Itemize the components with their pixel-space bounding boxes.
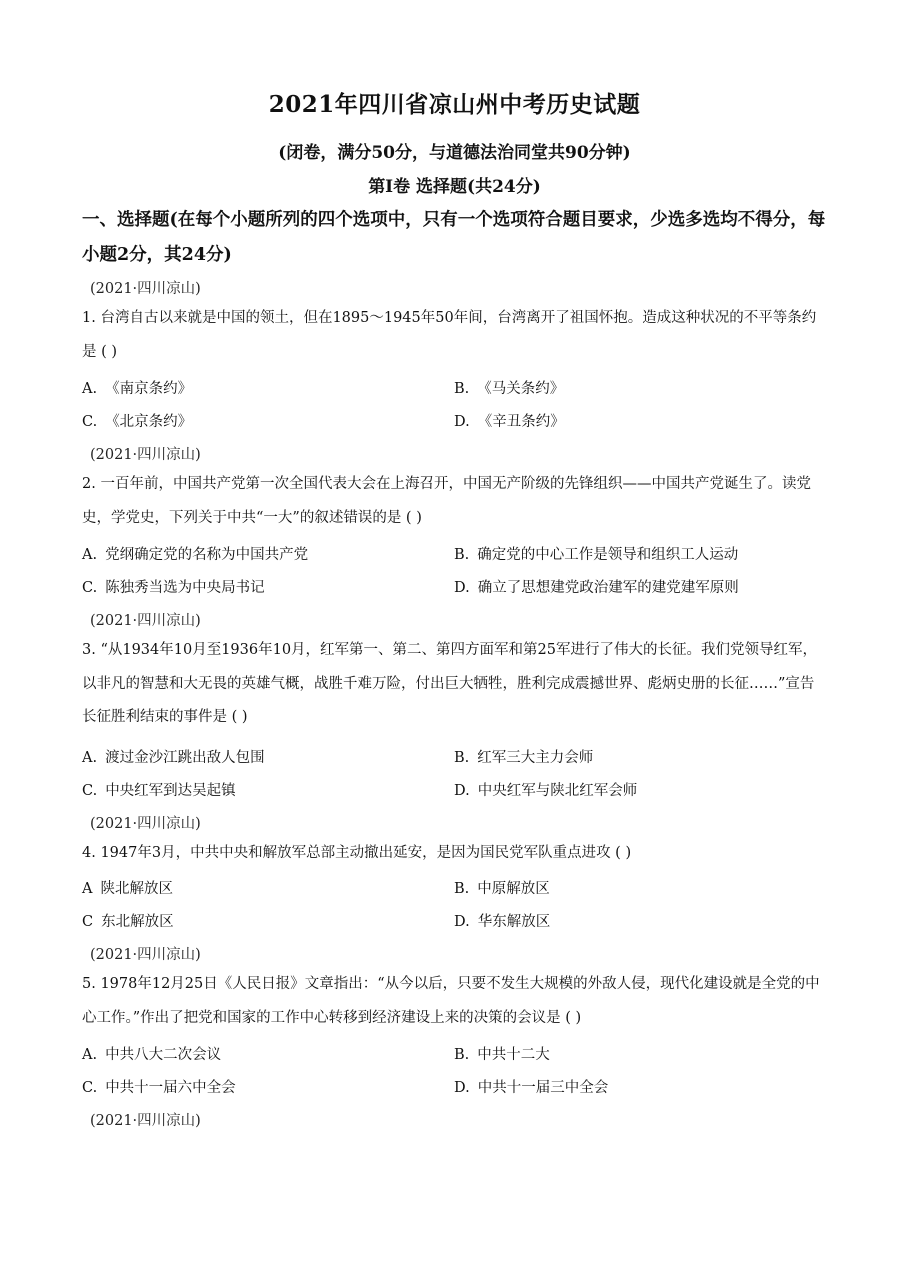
option-letter: D. <box>454 914 470 930</box>
part-heading: 第Ⅰ卷 选择题(共24分) <box>368 177 541 197</box>
option-letter: A <box>82 881 93 897</box>
option-text: 《马关条约》 <box>477 381 565 397</box>
option-a <box>82 543 308 564</box>
option-text: 中央红军到达吴起镇 <box>105 783 236 799</box>
option-text: 《辛丑条约》 <box>477 414 565 430</box>
exam-subtitle: (闭卷，满分50分，与道德法治同堂共90分钟) <box>278 143 631 163</box>
option-a <box>82 1043 221 1064</box>
option-letter: C. <box>82 1080 98 1096</box>
option-text: 陈独秀当选为中央局书记 <box>105 580 265 596</box>
option-letter: A. <box>82 1047 98 1063</box>
option-c <box>82 910 174 931</box>
option-letter: A. <box>82 381 98 397</box>
option-a <box>82 746 265 767</box>
question-source: (2021·四川凉山) <box>90 947 201 963</box>
question-source: (2021·四川凉山) <box>90 447 201 463</box>
section-heading: 一、选择题(在每个小题所列的四个选项中，只有一个选项符合题目要求，少选多选均不得分，每小题2分，其24分) <box>82 210 826 265</box>
option-d <box>454 779 637 800</box>
option-letter: B. <box>454 381 470 397</box>
option-letter: B. <box>454 1047 470 1063</box>
option-text: 红军三大主力会师 <box>477 750 594 766</box>
option-text: 中央红军与陕北红军会师 <box>477 783 638 799</box>
page-title: 2021年四川省凉山州中考历史试题 <box>268 91 641 118</box>
question-source: (2021·四川凉山) <box>90 281 201 297</box>
option-letter: A. <box>82 750 98 766</box>
option-a <box>82 877 173 898</box>
question-stem: 5. 1978年12月25日《人民日报》文章指出：“从今以后，只要不发生大规模的外敌人侵，现代化建设就是全党的中心工作。”作出了把党和国家的工作中心转移到经济建设上来的决策的会议是 ( ) <box>82 976 820 1026</box>
option-text: 确立了思想建党政治建军的建党建军原则 <box>477 580 739 596</box>
question-stem: 1. 台湾自古以来就是中国的领土，但在1895～1945年50年间，台湾离开了祖国怀抱。造成这种状况的不平等条约是 ( ) <box>82 310 817 360</box>
question-stem: 3. “从1934年10月至1936年10月，红军第一、第二、第四方面军和第25军进行了伟大的长征。我们党领导红军，以非凡的智慧和大无畏的英雄气概，战胜千难万险，付出巨大牺牲，胜利完成震撼世界、彪炳史册的长征……”宣告长征胜利结束的事件是 ( ) <box>82 642 818 725</box>
option-b <box>454 377 564 398</box>
option-text: 中原解放区 <box>477 881 550 897</box>
option-text: 确定党的中心工作是领导和组织工人运动 <box>477 547 739 563</box>
option-letter: D. <box>454 414 470 430</box>
option-text: 中共十二大 <box>477 1047 550 1063</box>
option-a <box>82 377 192 398</box>
option-text: 《北京条约》 <box>105 414 193 430</box>
option-letter: C. <box>82 580 98 596</box>
question-stem: 4. 1947年3月，中共中央和解放军总部主动撤出延安，是因为国民党军队重点进攻 ( ) <box>82 845 632 861</box>
question-source: (2021·四川凉山) <box>90 816 201 832</box>
option-text: 东北解放区 <box>101 914 174 930</box>
option-b <box>454 543 738 564</box>
option-text: 《南京条约》 <box>105 381 193 397</box>
option-letter: C. <box>82 414 98 430</box>
option-d <box>454 910 550 931</box>
option-b <box>454 746 593 767</box>
option-text: 华东解放区 <box>477 914 551 930</box>
option-letter: C <box>82 914 94 930</box>
option-letter: A. <box>82 547 98 563</box>
option-letter: D. <box>454 580 470 596</box>
option-c <box>82 576 265 597</box>
option-letter: B. <box>454 881 470 897</box>
option-d <box>454 1076 608 1097</box>
option-text: 党纲确定党的名称为中国共产党 <box>105 547 309 563</box>
option-letter: B. <box>454 547 470 563</box>
option-c <box>82 1076 236 1097</box>
option-letter: C. <box>82 783 98 799</box>
option-d <box>454 576 739 597</box>
option-c <box>82 779 236 800</box>
option-text: 渡过金沙江跳出敌人包围 <box>105 750 265 766</box>
question-source: (2021·四川凉山) <box>90 1113 201 1129</box>
option-text: 中共十一届三中全会 <box>477 1080 609 1096</box>
question-source: (2021·四川凉山) <box>90 613 201 629</box>
option-text: 中共八大二次会议 <box>105 1047 222 1063</box>
question-stem: 2. 一百年前，中国共产党第一次全国代表大会在上海召开，中国无产阶级的先锋组织——中国共产党诞生了。读党史，学党史，下列关于中共“一大”的叙述错误的是 ( ) <box>82 476 811 526</box>
option-letter: B. <box>454 750 470 766</box>
option-b <box>454 877 550 898</box>
option-text: 陕北解放区 <box>100 881 173 897</box>
option-letter: D. <box>454 783 470 799</box>
option-b <box>454 1043 550 1064</box>
option-d <box>454 410 565 431</box>
option-c <box>82 410 192 431</box>
option-text: 中共十一届六中全会 <box>105 1080 236 1096</box>
option-letter: D. <box>454 1080 470 1096</box>
